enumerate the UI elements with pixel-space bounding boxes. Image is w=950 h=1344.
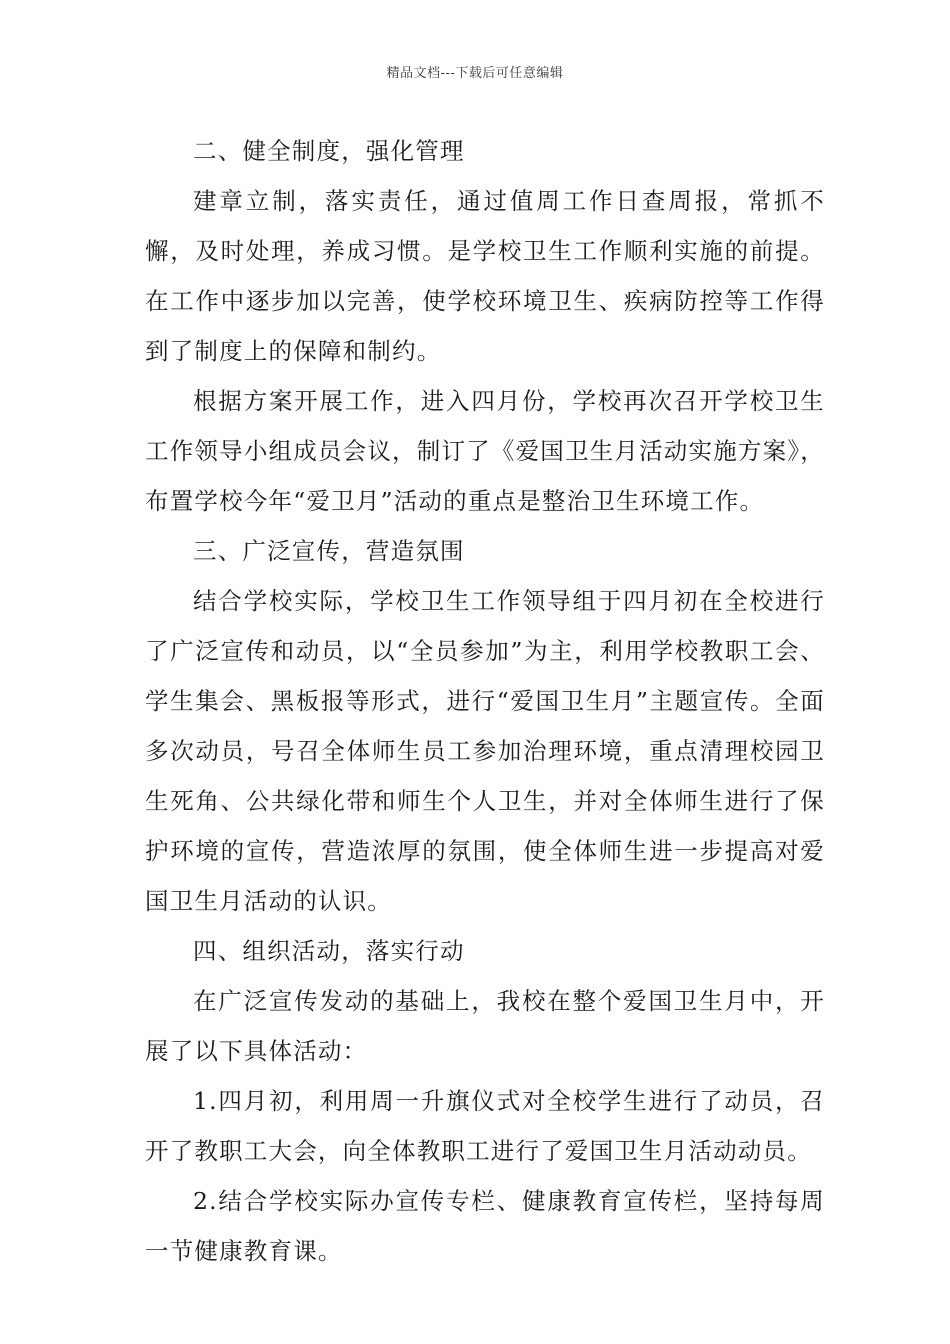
list-item-paragraph: 2.结合学校实际办宣传专栏、健康教育宣传栏，坚持每周一节健康教育课。 xyxy=(145,1187,825,1265)
paragraph: 在广泛宣传发动的基础上，我校在整个爱国卫生月中，开展了以下具体活动： xyxy=(145,987,825,1065)
page-header: 精品文档---下载后可任意编辑 xyxy=(386,66,564,81)
section-heading: 二、健全制度，强化管理 xyxy=(193,137,465,165)
section-heading: 三、广泛宣传，营造氛围 xyxy=(193,537,465,565)
document-body xyxy=(145,126,825,1276)
paragraph: 结合学校实际，学校卫生工作领导组于四月初在全校进行了广泛宣传和动员，以“全员参加”为主，利用学校教职工会、学生集会、黑板报等形式，进行“爱国卫生月”主题宣传。全面多次动员，号召全体师生员工参加治理环境，重点清理校园卫生死角、公共绿化带和师生个人卫生，并对全体师生进行了保护环境的宣传，营造浓厚的氛围，使全体师生进一步提高对爱国卫生月活动的认识。 xyxy=(145,587,825,915)
paragraph: 建章立制，落实责任，通过值周工作日查周报，常抓不懈，及时处理，养成习惯。是学校卫生工作顺利实施的前提。在工作中逐步加以完善，使学校环境卫生、疾病防控等工作得到了制度上的保障和制约。 xyxy=(145,187,825,365)
paragraph: 根据方案开展工作，进入四月份，学校再次召开学校卫生工作领导小组成员会议，制订了《爱国卫生月活动实施方案》，布置学校今年“爱卫月”活动的重点是整治卫生环境工作。 xyxy=(145,387,825,515)
section-heading: 四、组织活动，落实行动 xyxy=(193,937,465,965)
list-item-paragraph: 1.四月初，利用周一升旗仪式对全校学生进行了动员，召开了教职工大会，向全体教职工进行了爱国卫生月活动动员。 xyxy=(145,1087,825,1165)
